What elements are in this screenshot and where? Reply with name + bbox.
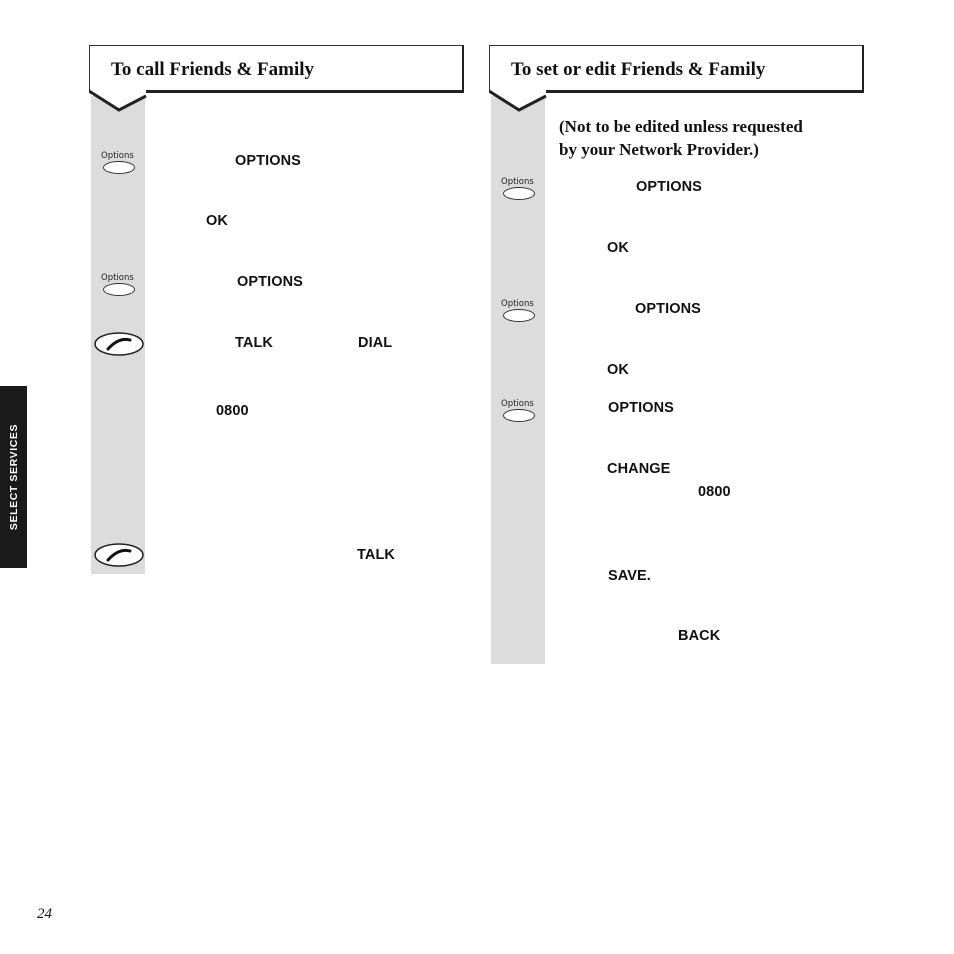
right-options-button-1[interactable] xyxy=(501,177,535,203)
right-key-ok-1: OK xyxy=(607,240,629,256)
left-talk-phone-icon-1[interactable] xyxy=(93,331,145,357)
right-key-number-1: 0800 xyxy=(698,484,731,500)
options-label: Options xyxy=(501,399,534,409)
right-note-line-2: by your Network Provider.) xyxy=(559,140,759,159)
right-key-save-1: SAVE. xyxy=(608,568,651,584)
right-key-options-2: OPTIONS xyxy=(635,301,701,317)
left-key-options-1: OPTIONS xyxy=(235,153,301,169)
left-talk-phone-icon-2[interactable] xyxy=(93,542,145,568)
left-key-talk-1: TALK xyxy=(235,335,273,351)
right-key-options-1: OPTIONS xyxy=(636,179,702,195)
left-key-dial-1: DIAL xyxy=(358,335,393,351)
right-note xyxy=(559,115,859,161)
right-note-line-1: (Not to be edited unless requested xyxy=(559,117,803,136)
oval-key-icon xyxy=(503,409,535,422)
right-key-ok-2: OK xyxy=(607,362,629,378)
options-label: Options xyxy=(501,177,534,187)
side-tab-select-services xyxy=(0,386,27,568)
options-label: Options xyxy=(101,151,134,161)
left-title-notch xyxy=(89,90,147,112)
right-title-notch xyxy=(489,90,547,112)
side-tab-label: SELECT SERVICES xyxy=(7,423,20,531)
right-key-options-3: OPTIONS xyxy=(608,400,674,416)
oval-key-icon xyxy=(103,161,135,174)
right-key-back-1: BACK xyxy=(678,628,721,644)
oval-key-icon xyxy=(103,283,135,296)
left-key-number-1: 0800 xyxy=(216,403,249,419)
options-label: Options xyxy=(501,299,534,309)
right-options-button-2[interactable] xyxy=(501,299,535,325)
left-key-talk-2: TALK xyxy=(357,547,395,563)
left-key-options-2: OPTIONS xyxy=(237,274,303,290)
right-key-change-1: CHANGE xyxy=(607,461,671,477)
oval-key-icon xyxy=(503,187,535,200)
left-key-ok-1: OK xyxy=(206,213,228,229)
oval-key-icon xyxy=(503,309,535,322)
left-options-button-1[interactable] xyxy=(101,151,135,177)
page-number: 24 xyxy=(37,906,52,922)
options-label: Options xyxy=(101,273,134,283)
right-section-title: To set or edit Friends & Family xyxy=(489,45,864,93)
left-options-button-2[interactable] xyxy=(101,273,135,299)
right-options-button-3[interactable] xyxy=(501,399,535,425)
left-section-title: To call Friends & Family xyxy=(89,45,464,93)
